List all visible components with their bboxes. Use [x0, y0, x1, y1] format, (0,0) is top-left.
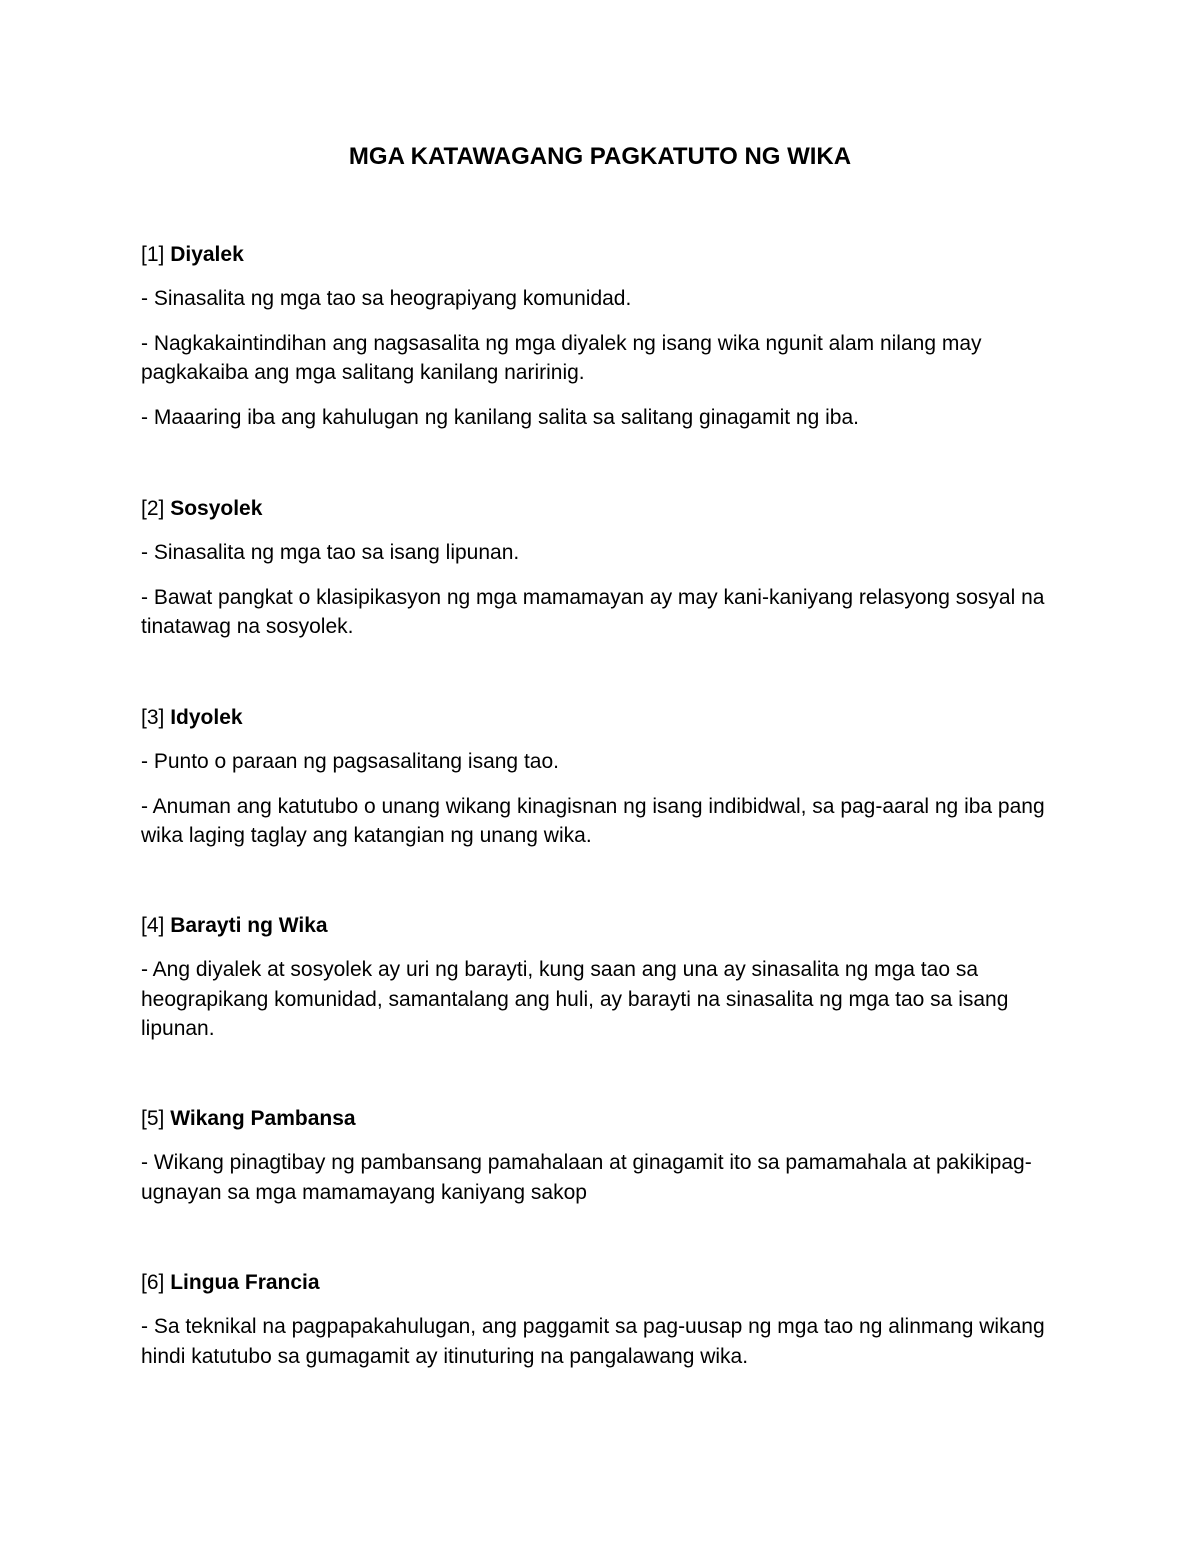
definition-line: - Nagkakaintindihan ang nagsasalita ng mga diyalek ng isang wika ngunit alam nilang may pagkakaiba ang mga salitang kanilang naririnig. — [141, 331, 982, 384]
section-number: [3] — [141, 706, 165, 729]
section-name: Lingua Francia — [170, 1271, 320, 1294]
section-number: [1] — [141, 243, 165, 266]
section-name: Sosyolek — [170, 497, 263, 520]
section-heading — [141, 1268, 1071, 1298]
section-heading — [141, 240, 1071, 270]
definition-line: - Sinasalita ng mga tao sa isang lipunan. — [141, 541, 520, 564]
section-lingua-francia — [141, 1268, 1071, 1371]
section-name: Idyolek — [170, 706, 243, 729]
section-wikang-pambansa — [141, 1104, 1071, 1207]
document-title: MGA KATAWAGANG PAGKATUTO NG WIKA — [348, 143, 852, 170]
definition-line: - Punto o paraan ng pagsasalitang isang tao. — [141, 750, 559, 773]
definition-line: - Bawat pangkat o klasipikasyon ng mga mamamayan ay may kani-kaniyang relasyong sosyal na tinatawag na sosyolek. — [141, 585, 1045, 638]
section-heading — [141, 703, 1071, 733]
definition-line: - Ang diyalek at sosyolek ay uri ng barayti, kung saan ang una ay sinasalita ng mga tao sa heograpikang komunidad, samantalang ang huli, ay barayti na sinasalita ng mga tao sa isang lipunan. — [141, 958, 1009, 1040]
section-heading — [141, 1104, 1071, 1134]
section-name: Barayti ng Wika — [170, 914, 328, 937]
definition-line: - Maaaring iba ang kahulugan ng kanilang salita sa salitang ginagamit ng iba. — [141, 405, 859, 429]
section-number: [2] — [141, 497, 165, 520]
section-idyolek — [141, 703, 1071, 851]
section-barayti-ng-wika — [141, 911, 1071, 1044]
section-heading — [141, 494, 1071, 524]
section-diyalek — [141, 240, 1071, 432]
section-name: Diyalek — [170, 243, 244, 266]
section-sosyolek — [141, 494, 1071, 642]
section-name: Wikang Pambansa — [170, 1107, 356, 1130]
section-number: [4] — [141, 914, 165, 937]
section-number: [6] — [141, 1271, 165, 1294]
section-number: [5] — [141, 1107, 165, 1130]
definition-line: - Wikang pinagtibay ng pambansang pamahalaan at ginagamit ito sa pamamahala at pakikipag-ugnayan sa mga mamamayang kaniyang sakop — [141, 1151, 1032, 1204]
definition-line: - Sa teknikal na pagpapakahulugan, ang paggamit sa pag-uusap ng mga tao ng alinmang wikang hindi katutubo sa gumagamit ay itinuturing na pangalawang wika. — [141, 1315, 1045, 1368]
section-heading — [141, 911, 1071, 941]
definition-line: - Sinasalita ng mga tao sa heograpiyang komunidad. — [141, 287, 632, 310]
definition-line: - Anuman ang katutubo o unang wikang kinagisnan ng isang indibidwal, sa pag-aaral ng iba pang wika laging taglay ang katangian ng unang wika. — [141, 794, 1045, 847]
